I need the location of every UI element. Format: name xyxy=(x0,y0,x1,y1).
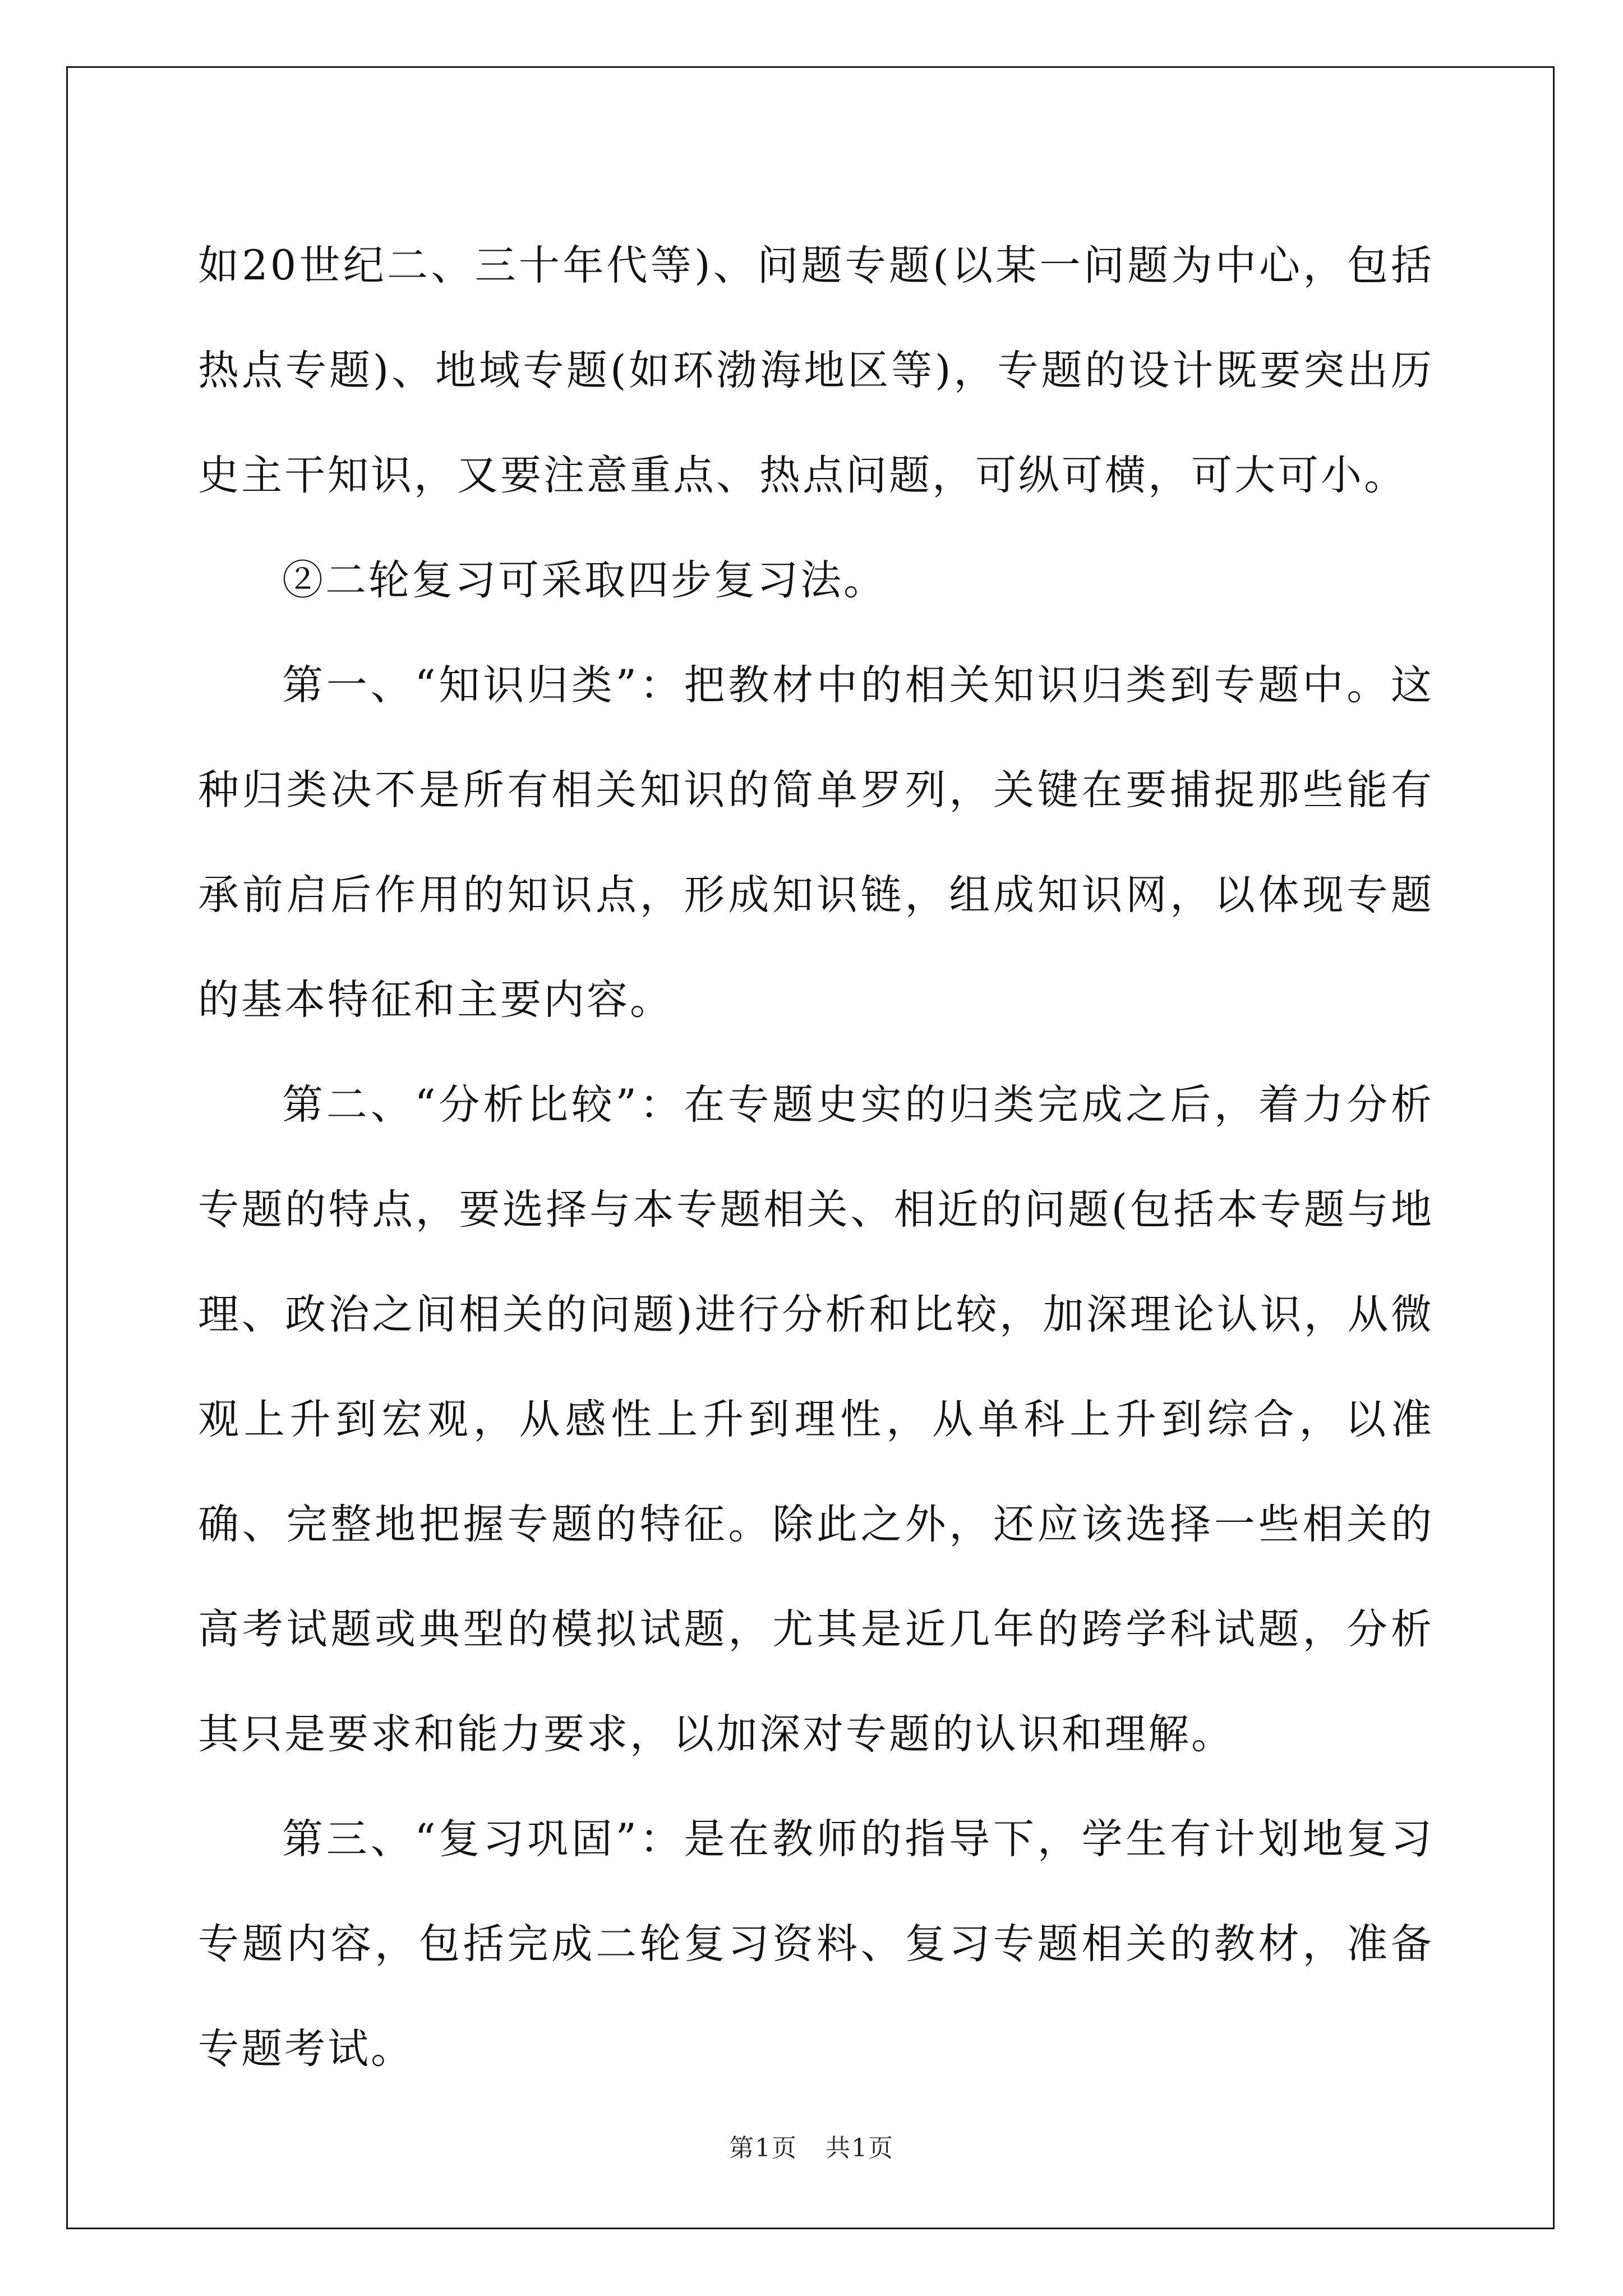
paragraph-review-method: ②二轮复习可采取四步复习法。 xyxy=(282,556,887,604)
paragraph-step-two: 第二、“分析比较”：在专题史实的归类完成之后，着力分析专题的特点，要选择与本专题相关、相近的问题(包括本专题与地理、政治之间相关的问题)进行分析和比较，加深理论认识，从微观上升到宏观，从感性上升到理性，从单科上升到综合，以准确、完整地把握专题的特征。除此之外，还应该选择一些相关的高考试题或典型的模拟试题，尤其是近几年的跨学科试题，分析其只是要求和能力要求，以加深对专题的认识和理解。 xyxy=(198,1081,1434,1758)
page-footer xyxy=(0,2132,1623,2165)
page-number: 第1页 xyxy=(729,2134,797,2162)
paragraph-continuation: 如20世纪二、三十年代等)、问题专题(以某一问题为中心，包括热点专题)、地域专题(如环渤海地区等)，专题的设计既要突出历史主干知识，又要注意重点、热点问题，可纵可横，可大可小。 xyxy=(198,242,1434,499)
document-body xyxy=(198,213,1434,2101)
page-total: 共1页 xyxy=(826,2134,894,2162)
paragraph-step-one: 第一、“知识归类”：把教材中的相关知识归类到专题中。这种归类决不是所有相关知识的简单罗列，关键在要捕捉那些能有承前启后作用的知识点，形成知识链，组成知识网，以体现专题的基本特征和主要内容。 xyxy=(198,661,1434,1024)
paragraph-step-three: 第三、“复习巩固”：是在教师的指导下，学生有计划地复习专题内容，包括完成二轮复习资料、复习专题相关的教材，准备专题考试。 xyxy=(198,1815,1434,2073)
